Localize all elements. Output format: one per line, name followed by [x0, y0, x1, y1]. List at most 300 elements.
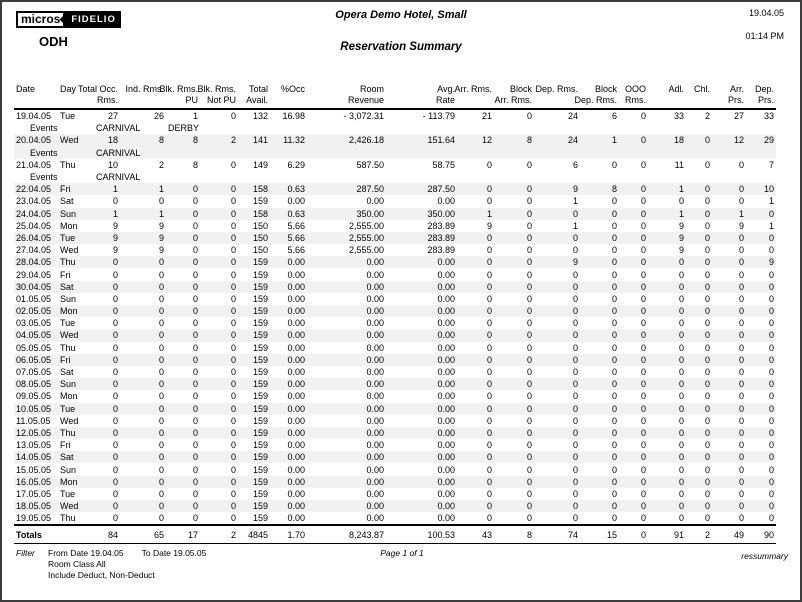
- column-header-line2: Avail.: [246, 95, 268, 105]
- value-cell: 0: [230, 281, 236, 292]
- value-cell: 0: [572, 232, 578, 243]
- value-cell: 0: [486, 501, 492, 512]
- day-cell: Sat: [60, 281, 74, 292]
- table-row: [14, 183, 776, 195]
- value-cell: 1: [112, 208, 118, 219]
- value-cell: 149: [252, 159, 268, 170]
- filter-from-date: From Date 19.04.05: [48, 548, 124, 558]
- value-cell: 0: [738, 184, 744, 195]
- column-header-line1: Date: [16, 84, 36, 94]
- value-cell: 159: [252, 367, 268, 378]
- value-cell: 1: [738, 208, 744, 219]
- value-cell: 0: [230, 306, 236, 317]
- value-cell: 0: [572, 318, 578, 329]
- day-cell: Wed: [60, 245, 79, 256]
- value-cell: 0: [768, 232, 774, 243]
- events-row: [14, 171, 776, 183]
- value-cell: 0: [678, 452, 684, 463]
- value-cell: 0: [678, 342, 684, 353]
- value-cell: 132: [252, 111, 268, 122]
- value-cell: 1: [768, 196, 774, 207]
- value-cell: 0: [486, 476, 492, 487]
- column-header: [14, 82, 58, 109]
- value-cell: 0: [112, 293, 118, 304]
- value-cell: 0: [738, 330, 744, 341]
- column-header-line2: Arr. Rms.: [494, 95, 532, 105]
- value-cell: 26: [153, 111, 164, 122]
- value-cell: 0: [192, 452, 198, 463]
- value-cell: 0.00: [437, 269, 455, 280]
- day-cell: Sat: [60, 196, 74, 207]
- table-row: [14, 488, 776, 500]
- value-cell: 0: [192, 342, 198, 353]
- table-row: [14, 403, 776, 415]
- column-header-line1: Dep.: [754, 84, 774, 94]
- value-cell: 0: [640, 354, 646, 365]
- value-cell: 2,555.00: [348, 245, 384, 256]
- value-cell: 0: [192, 208, 198, 219]
- day-cell: Wed: [60, 415, 79, 426]
- value-cell: 0.00: [437, 367, 455, 378]
- totals-value: 8,243.87: [307, 525, 386, 544]
- value-cell: 0: [640, 135, 646, 146]
- value-cell: 0.00: [437, 403, 455, 414]
- value-cell: 16.98: [282, 111, 305, 122]
- value-cell: 0.00: [287, 318, 305, 329]
- column-header-line1: Dep. Rms.: [535, 84, 578, 94]
- value-cell: 0.00: [287, 464, 305, 475]
- day-cell: Tue: [60, 232, 76, 243]
- value-cell: 0: [192, 367, 198, 378]
- value-cell: 0: [526, 111, 532, 122]
- column-header: [746, 82, 776, 109]
- value-cell: 0: [486, 354, 492, 365]
- table-header: [14, 82, 776, 109]
- value-cell: 0: [526, 257, 532, 268]
- value-cell: 0: [704, 159, 710, 170]
- totals-value: 0: [619, 525, 648, 544]
- value-cell: 0: [112, 196, 118, 207]
- value-cell: 0: [572, 488, 578, 499]
- column-header: [454, 82, 494, 109]
- value-cell: 0.00: [287, 379, 305, 390]
- value-cell: 159: [252, 488, 268, 499]
- value-cell: 0: [738, 318, 744, 329]
- value-cell: 0: [704, 269, 710, 280]
- value-cell: 159: [252, 293, 268, 304]
- value-cell: 0: [738, 476, 744, 487]
- value-cell: 0: [678, 488, 684, 499]
- value-cell: 159: [252, 452, 268, 463]
- value-cell: 0: [158, 391, 164, 402]
- table-row: [14, 512, 776, 525]
- value-cell: 0: [486, 281, 492, 292]
- value-cell: 0: [640, 342, 646, 353]
- value-cell: 0: [704, 403, 710, 414]
- value-cell: 0: [486, 391, 492, 402]
- value-cell: 0: [486, 257, 492, 268]
- value-cell: 0: [526, 196, 532, 207]
- value-cell: 287.50: [427, 184, 455, 195]
- value-cell: 0.00: [366, 415, 384, 426]
- value-cell: 0: [678, 501, 684, 512]
- value-cell: 151.64: [427, 135, 455, 146]
- value-cell: 0: [640, 403, 646, 414]
- column-header-line2: Dep. Rms.: [574, 95, 617, 105]
- value-cell: 150: [252, 220, 268, 231]
- value-cell: 0: [112, 440, 118, 451]
- value-cell: 9: [486, 220, 492, 231]
- date-cell: 19.04.05: [16, 111, 52, 122]
- value-cell: 0: [704, 391, 710, 402]
- column-header-line1: Day: [60, 84, 77, 94]
- value-cell: 0: [158, 293, 164, 304]
- event-name: CARNIVAL: [96, 172, 141, 183]
- value-cell: 0: [230, 464, 236, 475]
- value-cell: 0: [640, 379, 646, 390]
- value-cell: 0: [704, 196, 710, 207]
- value-cell: 0: [230, 208, 236, 219]
- value-cell: 0: [158, 367, 164, 378]
- value-cell: 10: [763, 184, 774, 195]
- value-cell: 0: [112, 391, 118, 402]
- value-cell: 0: [704, 513, 710, 524]
- value-cell: 0.00: [366, 513, 384, 524]
- hotel-name: Opera Demo Hotel, Small: [335, 9, 467, 21]
- table-row: [14, 244, 776, 256]
- value-cell: 0: [526, 403, 532, 414]
- totals-label: Totals: [14, 525, 94, 544]
- table-row: [14, 195, 776, 207]
- value-cell: 0.00: [366, 501, 384, 512]
- value-cell: 8: [192, 159, 198, 170]
- value-cell: 159: [252, 379, 268, 390]
- value-cell: 0: [192, 220, 198, 231]
- events-row: [14, 122, 776, 134]
- day-cell: Sun: [60, 464, 77, 475]
- totals-value: 74: [534, 525, 580, 544]
- value-cell: 0.00: [366, 403, 384, 414]
- value-cell: 0: [640, 464, 646, 475]
- value-cell: 0: [158, 427, 164, 438]
- value-cell: 9: [158, 220, 164, 231]
- column-header: [386, 82, 457, 109]
- value-cell: 0: [526, 488, 532, 499]
- value-cell: 0: [678, 306, 684, 317]
- value-cell: 0: [678, 464, 684, 475]
- value-cell: 0.00: [366, 281, 384, 292]
- value-cell: 283.89: [427, 232, 455, 243]
- value-cell: 0: [112, 427, 118, 438]
- value-cell: 0.00: [287, 452, 305, 463]
- value-cell: 0: [768, 427, 774, 438]
- column-header-line1: Block: [594, 84, 617, 94]
- date-cell: 06.05.05: [16, 354, 52, 365]
- value-cell: 27: [733, 111, 744, 122]
- value-cell: 0.00: [437, 488, 455, 499]
- value-cell: 0: [158, 379, 164, 390]
- value-cell: 6: [611, 111, 617, 122]
- value-cell: 0: [572, 464, 578, 475]
- table-row: [14, 500, 776, 512]
- value-cell: 0: [526, 367, 532, 378]
- value-cell: 0: [678, 269, 684, 280]
- value-cell: 0: [611, 476, 617, 487]
- value-cell: 0: [768, 208, 774, 219]
- value-cell: 2,555.00: [348, 220, 384, 231]
- events-row: [14, 147, 776, 159]
- report-id: ressummary: [741, 551, 788, 561]
- value-cell: 1: [158, 208, 164, 219]
- value-cell: 0: [640, 501, 646, 512]
- value-cell: 0: [704, 427, 710, 438]
- value-cell: 0: [230, 354, 236, 365]
- value-cell: 0: [611, 269, 617, 280]
- value-cell: 0: [572, 293, 578, 304]
- value-cell: 5.66: [287, 245, 305, 256]
- value-cell: 1: [572, 220, 578, 231]
- column-header-line2: Prs.: [727, 95, 744, 105]
- value-cell: 0.00: [287, 367, 305, 378]
- value-cell: 0.00: [366, 196, 384, 207]
- column-header: [197, 82, 238, 109]
- fidelio-logo-text: FIDELIO: [64, 11, 120, 28]
- value-cell: 0: [572, 379, 578, 390]
- value-cell: 0: [611, 354, 617, 365]
- value-cell: 0: [526, 452, 532, 463]
- value-cell: 0: [704, 306, 710, 317]
- value-cell: 0: [611, 391, 617, 402]
- value-cell: 0: [768, 440, 774, 451]
- value-cell: 0: [768, 464, 774, 475]
- events-label: Events: [30, 147, 58, 158]
- value-cell: 6: [572, 159, 578, 170]
- value-cell: 0: [230, 330, 236, 341]
- day-cell: Fri: [60, 269, 71, 280]
- value-cell: 12: [733, 135, 744, 146]
- value-cell: 0: [230, 452, 236, 463]
- value-cell: 0: [192, 281, 198, 292]
- day-cell: Tue: [60, 111, 76, 122]
- value-cell: 0: [112, 367, 118, 378]
- date-cell: 02.05.05: [16, 306, 52, 317]
- column-header-line1: Block: [509, 84, 532, 94]
- value-cell: 0: [678, 318, 684, 329]
- column-header-line1: Ind. Rms.: [125, 84, 164, 94]
- date-cell: 17.05.05: [16, 488, 52, 499]
- value-cell: 159: [252, 318, 268, 329]
- value-cell: 159: [252, 269, 268, 280]
- date-cell: 04.05.05: [16, 330, 52, 341]
- value-cell: 0: [112, 318, 118, 329]
- value-cell: 0: [611, 281, 617, 292]
- day-cell: Sat: [60, 367, 74, 378]
- value-cell: 2,555.00: [348, 232, 384, 243]
- value-cell: 0: [678, 440, 684, 451]
- value-cell: 0: [572, 403, 578, 414]
- header-row: [14, 82, 776, 109]
- value-cell: 0.00: [287, 354, 305, 365]
- value-cell: 1: [158, 184, 164, 195]
- value-cell: 283.89: [427, 220, 455, 231]
- value-cell: 0: [526, 220, 532, 231]
- day-cell: Thu: [60, 257, 76, 268]
- value-cell: 0.00: [287, 440, 305, 451]
- events-label: Events: [30, 123, 58, 134]
- value-cell: 0: [768, 318, 774, 329]
- value-cell: 0: [738, 281, 744, 292]
- value-cell: 0.63: [287, 208, 305, 219]
- value-cell: 2: [158, 159, 164, 170]
- date-cell: 25.04.05: [16, 220, 52, 231]
- day-cell: Mon: [60, 391, 78, 402]
- value-cell: 0: [572, 367, 578, 378]
- value-cell: 0: [704, 257, 710, 268]
- value-cell: 0: [158, 330, 164, 341]
- events-filler: [166, 171, 776, 183]
- value-cell: 24: [567, 111, 578, 122]
- value-cell: 0: [192, 196, 198, 207]
- value-cell: 0: [704, 135, 710, 146]
- value-cell: 0: [572, 342, 578, 353]
- value-cell: 0.00: [437, 476, 455, 487]
- value-cell: 150: [252, 232, 268, 243]
- value-cell: 0.00: [437, 501, 455, 512]
- value-cell: 0: [738, 501, 744, 512]
- value-cell: 0: [611, 464, 617, 475]
- value-cell: 159: [252, 257, 268, 268]
- value-cell: 0: [572, 281, 578, 292]
- value-cell: 0: [572, 501, 578, 512]
- value-cell: 159: [252, 391, 268, 402]
- value-cell: 0: [738, 196, 744, 207]
- value-cell: 0: [768, 476, 774, 487]
- filter-room-class: Room Class All: [48, 559, 106, 569]
- value-cell: 0: [611, 403, 617, 414]
- value-cell: 0: [768, 513, 774, 524]
- value-cell: 18: [107, 135, 118, 146]
- value-cell: 0: [611, 342, 617, 353]
- value-cell: 0: [738, 415, 744, 426]
- value-cell: 0: [158, 306, 164, 317]
- value-cell: 0: [640, 427, 646, 438]
- value-cell: 158: [252, 184, 268, 195]
- column-header-line1: Adl.: [668, 84, 684, 94]
- value-cell: 0: [486, 513, 492, 524]
- value-cell: 0.00: [437, 342, 455, 353]
- value-cell: 0: [768, 415, 774, 426]
- value-cell: 0: [486, 415, 492, 426]
- value-cell: 0: [192, 330, 198, 341]
- value-cell: 0: [572, 452, 578, 463]
- value-cell: 2: [230, 135, 236, 146]
- value-cell: 0.00: [366, 488, 384, 499]
- value-cell: 0: [768, 354, 774, 365]
- value-cell: 0: [678, 196, 684, 207]
- value-cell: 0: [526, 342, 532, 353]
- table-row: [14, 256, 776, 268]
- value-cell: 9: [738, 220, 744, 231]
- table-row: [14, 439, 776, 451]
- value-cell: 0.00: [366, 269, 384, 280]
- column-header: [686, 82, 712, 109]
- value-cell: 0: [704, 476, 710, 487]
- report-footer: [14, 548, 790, 588]
- value-cell: 0: [768, 403, 774, 414]
- value-cell: 0: [526, 513, 532, 524]
- value-cell: 0: [640, 111, 646, 122]
- value-cell: 0: [158, 476, 164, 487]
- value-cell: 0: [678, 257, 684, 268]
- totals-value: 4845: [238, 525, 270, 544]
- value-cell: 11.32: [283, 135, 305, 146]
- value-cell: 0: [738, 342, 744, 353]
- value-cell: 10: [107, 159, 118, 170]
- value-cell: 8: [158, 135, 164, 146]
- value-cell: 0: [526, 293, 532, 304]
- day-cell: Tue: [60, 403, 76, 414]
- table-row: [14, 378, 776, 390]
- value-cell: 1: [678, 184, 684, 195]
- value-cell: 0: [704, 318, 710, 329]
- value-cell: 0: [230, 367, 236, 378]
- value-cell: 0.00: [366, 476, 384, 487]
- value-cell: 0: [486, 440, 492, 451]
- value-cell: 0.00: [287, 257, 305, 268]
- value-cell: 0: [738, 367, 744, 378]
- day-cell: Wed: [60, 501, 79, 512]
- table-row: [14, 281, 776, 293]
- value-cell: 0: [192, 488, 198, 499]
- value-cell: 0: [230, 196, 236, 207]
- value-cell: 0: [678, 354, 684, 365]
- value-cell: 0: [738, 293, 744, 304]
- value-cell: 0: [230, 257, 236, 268]
- value-cell: 0: [572, 440, 578, 451]
- value-cell: 0: [526, 330, 532, 341]
- column-header: [648, 82, 686, 109]
- value-cell: 0: [486, 269, 492, 280]
- column-header-line1: Arr.: [729, 84, 744, 94]
- value-cell: 0: [678, 367, 684, 378]
- value-cell: 0: [526, 232, 532, 243]
- value-cell: 0.00: [437, 354, 455, 365]
- value-cell: 0: [640, 367, 646, 378]
- value-cell: 0: [112, 379, 118, 390]
- value-cell: 0: [768, 269, 774, 280]
- value-cell: 0.00: [437, 281, 455, 292]
- value-cell: 0: [611, 452, 617, 463]
- value-cell: 0.00: [437, 513, 455, 524]
- value-cell: 0: [230, 476, 236, 487]
- value-cell: 0: [572, 427, 578, 438]
- date-cell: 18.05.05: [16, 501, 52, 512]
- value-cell: 159: [252, 464, 268, 475]
- value-cell: 0: [192, 476, 198, 487]
- value-cell: 0: [192, 379, 198, 390]
- value-cell: 1: [611, 135, 617, 146]
- value-cell: 0: [611, 367, 617, 378]
- value-cell: 0.00: [287, 415, 305, 426]
- value-cell: 0: [192, 306, 198, 317]
- value-cell: 159: [252, 342, 268, 353]
- column-header: [619, 82, 648, 109]
- value-cell: 0: [640, 184, 646, 195]
- value-cell: 0: [704, 232, 710, 243]
- value-cell: 0.63: [287, 184, 305, 195]
- value-cell: 0.00: [437, 440, 455, 451]
- value-cell: 0: [192, 232, 198, 243]
